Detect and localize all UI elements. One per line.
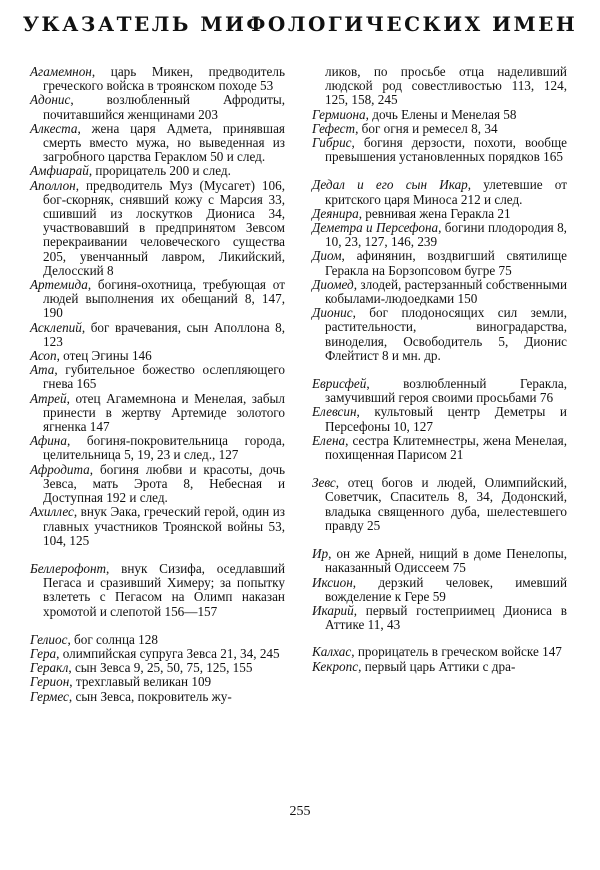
entry-name: Гелиос (30, 631, 68, 647)
entry-text: , богиня дерзости, похоти, вообще превышения установленных порядков 165 (325, 135, 567, 165)
entry-name: Кекропс (312, 658, 359, 674)
entry-text: , отец Эгины 146 (56, 348, 152, 364)
index-entry (312, 405, 567, 433)
entry-text: , дерзкий человек, имевший вожделение к Гере 59 (325, 574, 567, 604)
entry-name: Еврисфей (312, 376, 367, 392)
entry-text: , возлюбленный Геракла, замучивший героя своими просьбами 76 (325, 376, 567, 406)
entry-name: Адонис (30, 92, 71, 108)
index-entry (312, 178, 567, 206)
index-entry (312, 278, 567, 306)
index-entry (312, 108, 567, 122)
index-entry (312, 221, 567, 249)
entry-text: , бог врачевания, сын Аполлона 8, 123 (43, 319, 285, 349)
entry-name: Деметра и Персефона (312, 220, 439, 236)
entry-name: Герион (30, 674, 70, 690)
entry-text: , предводитель Муз (Мусагет) 106, бог-скорняк, снявший кожу с Марсия 33, сшивший из лоскутков Диониса 34, участвовавший в предпринятом Зевсом перекраивании человеческого существа 205, увенчанный лавром, Ликийский, Делосский 8 (43, 177, 285, 278)
entry-text: , возлюбленный Афродиты, почитавшийся женщинами 203 (43, 92, 285, 122)
entry-name: Геракл (30, 660, 69, 676)
entry-name: Ата (30, 362, 55, 378)
entry-name: Диом (312, 248, 342, 264)
entry-name: Ир (312, 546, 329, 562)
index-entry (312, 476, 567, 533)
entry-name: Елена (312, 432, 346, 448)
index-entry-continued (312, 65, 567, 108)
entry-text: , царь Микен, предводитель греческого войска в троянском походе 53 (43, 64, 285, 94)
entry-name: Калхас (312, 644, 352, 660)
index-entry (312, 249, 567, 277)
index-entry (30, 122, 285, 165)
entry-text: , сестра Клитемнестры, жена Менелая, похищенная Парисом 21 (325, 432, 567, 463)
entry-name: Артемида (30, 277, 88, 293)
index-entry (30, 65, 285, 93)
entry-name: Асклепий (30, 319, 82, 335)
index-entry (30, 434, 285, 462)
index-entry (30, 505, 285, 548)
entry-name: Агамемнон (30, 64, 92, 79)
entry-name: Икарий (312, 602, 354, 618)
entry-text: , злодей, растерзанный собственными кобылами-людоедками 150 (325, 276, 567, 307)
entry-name: Амфиарай (30, 163, 89, 179)
index-entry (30, 363, 285, 391)
index-entry (312, 207, 567, 221)
index-entry (312, 604, 567, 632)
index-entry (30, 164, 285, 178)
index-entry (30, 179, 285, 278)
index-entry (30, 690, 285, 704)
index-entry (30, 661, 285, 675)
entry-name: Диомед (312, 276, 354, 292)
entry-name: Афина (30, 433, 67, 449)
entry-text: , богиня-покровительница города, целительница 5, 19, 23 и след., 127 (43, 433, 285, 463)
entry-text: , культовый центр Деметры и Персефоны 10, 127 (325, 404, 567, 434)
entry-name: Зевс (312, 475, 336, 491)
entry-text: , бог солнца 128 (67, 631, 158, 647)
index-column-right (312, 65, 567, 674)
entry-text: , богиня любви и красоты, дочь Зевса, мать Эрота 8, Небесная и Доступная 192 и след. (43, 461, 285, 506)
entry-text: , дочь Елены и Менелая 58 (365, 106, 517, 122)
entry-name: Дедал и его сын Икар (312, 177, 468, 193)
index-entry (30, 675, 285, 689)
entry-text: , сын Зевса, покровитель жу- (68, 688, 232, 704)
index-entry (30, 321, 285, 349)
entry-text: , трехглавый великан 109 (69, 674, 212, 690)
entry-name: Гермес (30, 688, 69, 704)
entry-text: , афинянин, воздвигший святилище Геракла на Борзопсовом бугре 75 (325, 248, 567, 278)
index-entry (312, 660, 567, 674)
index-entry (312, 576, 567, 604)
entry-text: , отец богов и людей, Олимпийский, Советчик, Спаситель 8, 34, Додонский, владыка священного дуба, шелестевшего правду 25 (325, 475, 567, 533)
index-entry (30, 392, 285, 435)
index-entry (30, 93, 285, 121)
index-entry (30, 633, 285, 647)
entry-name: Гермиона (312, 106, 366, 122)
entry-name: Асоп (30, 348, 57, 364)
entry-text: , жена царя Адмета, принявшая смерть вместо мужа, но выведенная из загробного царства Гераклом 50 и след. (43, 120, 285, 165)
entry-name: Иксион (312, 574, 353, 590)
entry-text: , бог плодоносящих сил земли, растительности, виноградарства, виноделия, Освободитель 5, Дионис Флейтист 8 и мн. др. (325, 305, 567, 363)
index-entry (30, 647, 285, 661)
entry-text: , олимпийская супруга Зевса 21, 34, 245 (56, 645, 280, 661)
entry-name: Елевсин (312, 404, 357, 420)
entry-text: , прорицатель 200 и след. (88, 163, 231, 179)
entry-name: Алкеста (30, 120, 78, 136)
index-entry (312, 136, 567, 164)
entry-text: , прорицатель в греческом войске 147 (351, 644, 562, 660)
entry-name: Ахиллес (30, 504, 74, 520)
entry-name: Гибрис (312, 135, 352, 151)
index-entry (30, 349, 285, 363)
entry-name: Афродита (30, 461, 90, 477)
entry-text: , внук Эака, греческий герой, один из главных участников Троянской войны 53, 104, 125 (43, 504, 285, 548)
entry-text: , богиня-охотница, требующая от людей выполнения их обещаний 8, 147, 190 (43, 277, 285, 321)
index-entry (312, 645, 567, 659)
entry-name: Гефест (312, 120, 356, 136)
index-entry (312, 377, 567, 405)
entry-text: ликов, по просьбе отца наделивший людской род совестливостью 113, 124, 125, 158, 245 (325, 64, 567, 108)
entry-text: , первый царь Аттики с дра- (358, 658, 516, 674)
entry-text: , ревнивая жена Геракла 21 (358, 205, 511, 221)
entry-text: , богини плодородия 8, 10, 23, 127, 146, 239 (325, 220, 567, 250)
entry-text: , губительное божество ослепляющего гнева 165 (43, 362, 285, 392)
entry-name: Дионис (312, 305, 353, 321)
entry-text: , внук Сизифа, оседлавший Пегаса и сразивший Химеру; за попытку взлететь с Пегасом на Олимп наказан хромотой и слепотой 156—157 (43, 560, 285, 619)
entry-name: Атрей (30, 390, 67, 406)
index-entry (30, 562, 285, 619)
entry-text: , отец Агамемнона и Менелая, забыл принести в жертву Артемиде золотого ягненка 147 (43, 390, 285, 435)
index-entry (312, 306, 567, 363)
page-number: 255 (289, 804, 311, 819)
entry-text: , первый гостеприимец Диониса в Аттике 11, 43 (325, 602, 567, 633)
entry-text: , он же Арней, нищий в доме Пенелопы, наказанный Одиссеем 75 (325, 546, 567, 576)
index-entry (312, 434, 567, 462)
index-column-left (30, 65, 285, 704)
index-entry (30, 278, 285, 321)
entry-name: Деянира (312, 205, 359, 221)
entry-text: , сын Зевса 9, 25, 50, 75, 125, 155 (68, 660, 253, 676)
entry-text: , улетевшие от критского царя Миноса 212 и след. (325, 177, 567, 207)
index-entry (30, 463, 285, 506)
entry-text: , бог огня и ремесел 8, 34 (355, 120, 498, 136)
entry-name: Беллерофонт (30, 560, 107, 576)
entry-name: Гера (30, 645, 57, 661)
index-entry (312, 547, 567, 575)
entry-name: Аполлон (30, 177, 76, 193)
page-title: УКАЗАТЕЛЬ МИФОЛОГИЧЕСКИХ ИМЕН (22, 12, 578, 36)
index-entry (312, 122, 567, 136)
